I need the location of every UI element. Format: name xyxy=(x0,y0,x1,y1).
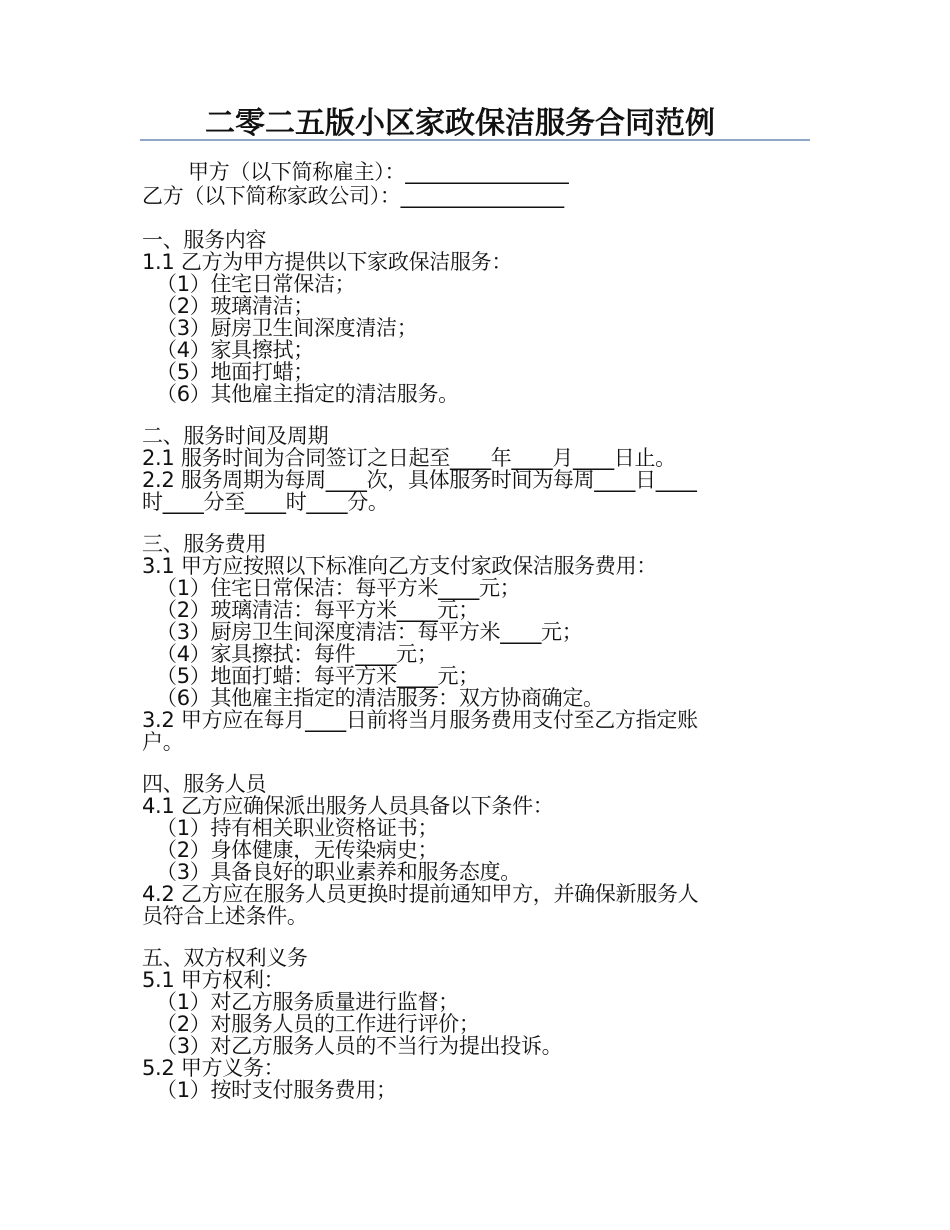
paragraph-line: 4.1 乙方应确保派出服务人员具备以下条件： xyxy=(142,794,554,818)
paragraph-line: （1）住宅日常保洁； xyxy=(156,272,356,296)
paragraph-line: 3.2 甲方应在每月____日前将当月服务费用支付至乙方指定账 xyxy=(142,708,698,732)
paragraph-line: 户。 xyxy=(142,730,184,754)
paragraph-line: （2）对服务人员的工作进行评价； xyxy=(156,1012,480,1036)
title-underline xyxy=(140,139,810,141)
paragraph-line: （3）厨房卫生间深度清洁； xyxy=(156,316,418,340)
paragraph-line: （5）地面打蜡； xyxy=(156,360,314,384)
paragraph-line: 4.2 乙方应在服务人员更换时提前通知甲方，并确保新服务人 xyxy=(142,882,699,906)
paragraph-line: 5.1 甲方权利： xyxy=(142,968,285,992)
paragraph-line: 2.2 服务周期为每周____次，具体服务时间为每周____日____ xyxy=(142,468,697,492)
paragraph-line: （3）对乙方服务人员的不当行为提出投诉。 xyxy=(156,1034,563,1058)
paragraph-line: 乙方（以下简称家政公司）：________________ xyxy=(142,184,564,208)
paragraph-line: （2）玻璃清洁； xyxy=(156,294,314,318)
paragraph-line: （2）玻璃清洁：每平方米____元； xyxy=(156,598,479,622)
paragraph-line: （1）持有相关职业资格证书； xyxy=(156,816,439,840)
document-title: 二零二五版小区家政保洁服务合同范例 xyxy=(205,106,715,141)
paragraph-line: （3）厨房卫生间深度清洁：每平方米____元； xyxy=(156,620,583,644)
paragraph-line: 四、服务人员 xyxy=(142,772,267,796)
paragraph-line: （3）具备良好的职业素养和服务态度。 xyxy=(156,860,521,884)
paragraph-line: 1.1 乙方为甲方提供以下家政保洁服务： xyxy=(142,250,513,274)
paragraph-line: 五、双方权利义务 xyxy=(142,946,308,970)
paragraph-line: 二、服务时间及周期 xyxy=(142,424,329,448)
paragraph-line: 5.2 甲方义务： xyxy=(142,1056,285,1080)
paragraph-line: （2）身体健康，无传染病史； xyxy=(156,838,439,862)
paragraph-line: （6）其他雇主指定的清洁服务。 xyxy=(156,382,459,406)
paragraph-line: （4）家具擦拭； xyxy=(156,338,314,362)
paragraph-line: 2.1 服务时间为合同签订之日起至____年____月____日止。 xyxy=(142,446,676,470)
paragraph-line: 时____分至____时____分。 xyxy=(142,490,389,514)
paragraph-line: （4）家具擦拭：每件____元； xyxy=(156,642,438,666)
paragraph-line: （1）住宅日常保洁：每平方米____元； xyxy=(156,576,521,600)
paragraph-line: 一、服务内容 xyxy=(142,228,267,252)
paragraph-line: 三、服务费用 xyxy=(142,532,267,556)
paragraph-line: （5）地面打蜡：每平方米____元； xyxy=(156,664,479,688)
paragraph-line: 员符合上述条件。 xyxy=(142,904,308,928)
paragraph-line: （6）其他雇主指定的清洁服务：双方协商确定。 xyxy=(156,686,604,710)
paragraph-line: （1）对乙方服务质量进行监督； xyxy=(156,990,459,1014)
paragraph-line: （1）按时支付服务费用； xyxy=(156,1078,397,1102)
paragraph-line: 甲方（以下简称雇主）：________________ xyxy=(188,160,569,184)
paragraph-line: 3.1 甲方应按照以下标准向乙方支付家政保洁服务费用： xyxy=(142,554,657,578)
